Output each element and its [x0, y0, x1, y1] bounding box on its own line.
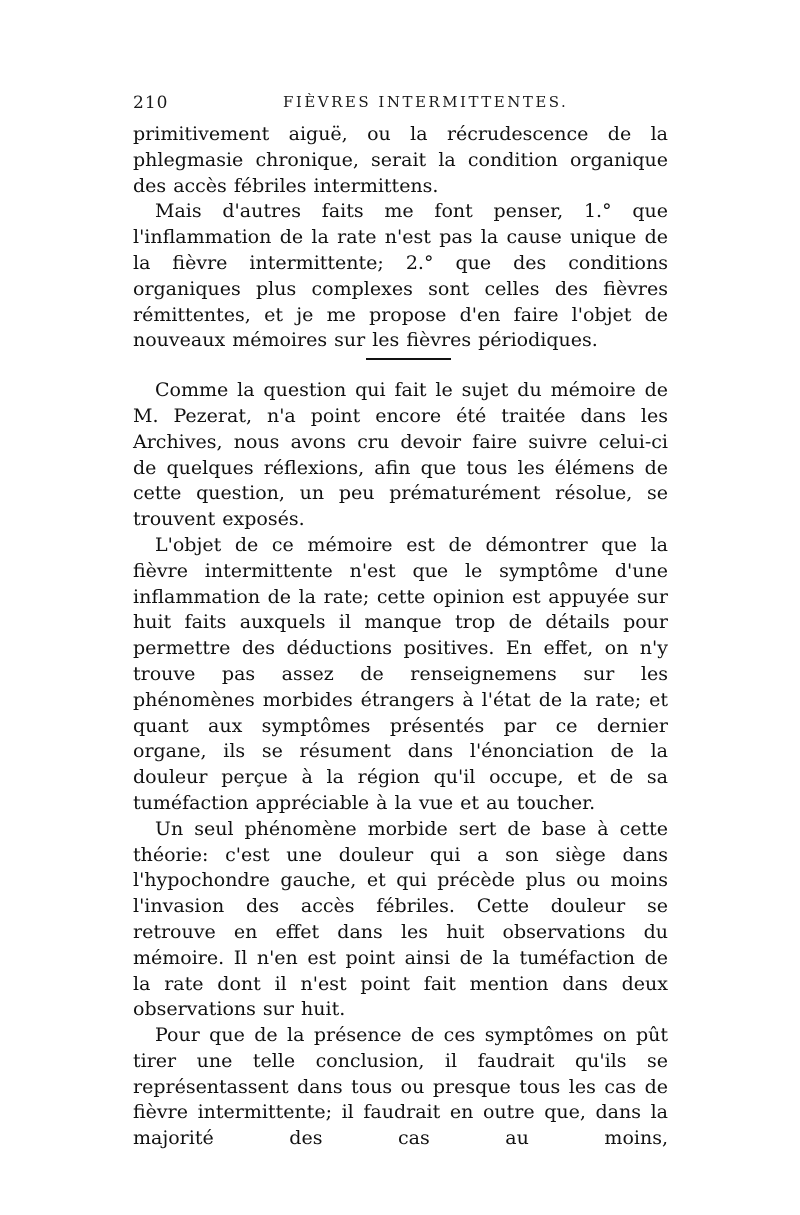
paragraph: Un seul phénomène morbide sert de base à cette théorie: c'est une douleur qui a son siège dans l'hypochondre gauche, et qui précède plus ou moins l'invasion des accès fébriles. Cette douleur se retrouve en effet dans les huit observations du mémoire. Il n'en est point ainsi de la tuméfaction de la rate dont il n'est point fait mention dans deux observations sur huit.: [133, 817, 668, 1021]
page-number: 210: [133, 93, 169, 113]
running-title: FIÈVRES INTERMITTENTES.: [283, 93, 569, 111]
page-header: [133, 93, 668, 119]
paragraph-continued: primitivement aiguë, ou la récrudescence de la phlegmasie chronique, serait la condition organique des accès fébriles intermittens.: [133, 123, 668, 197]
paragraph: Pour que de la présence de ces symptômes on pût tirer une telle conclusion, il faudrait qu'ils se représentassent dans tous ou presque tous les cas de fièvre intermittente; il faudrait en outre que, dans la majorité des cas au moins,: [133, 1024, 668, 1150]
paragraph: L'objet de ce mémoire est de démontrer que la fièvre intermittente n'est que le symptôme d'une inflammation de la rate; cette opinion est appuyée sur huit faits auxquels il manque trop de détails pour permettre des déductions positives. En effet, on n'y trouve pas assez de renseignemens sur les phénomènes morbides étrangers à l'état de la rate; et quant aux symptômes présentés par ce dernier organe, ils se résument dans l'énonciation de la douleur perçue à la région qu'il occupe, et de sa tuméfaction appréciable à la vue et au toucher.: [133, 533, 668, 814]
body-text: [133, 122, 668, 1152]
section-separator-rule: [366, 358, 451, 360]
paragraph: Comme la question qui fait le sujet du mémoire de M. Pezerat, n'a point encore été traitée dans les Archives, nous avons cru devoir faire suivre celui-ci de quelques réflexions, afin que tous les élémens de cette question, un peu prématurément résolue, se trouvent exposés.: [133, 379, 668, 531]
paragraph: Mais d'autres faits me font penser, 1.° que l'inflammation de la rate n'est pas la cause unique de la fièvre intermittente; 2.° que des conditions organiques plus complexes sont celles des fièvres rémittentes, et je me propose d'en faire l'objet de nouveaux mémoires sur les fièvres périodiques.: [133, 200, 668, 352]
